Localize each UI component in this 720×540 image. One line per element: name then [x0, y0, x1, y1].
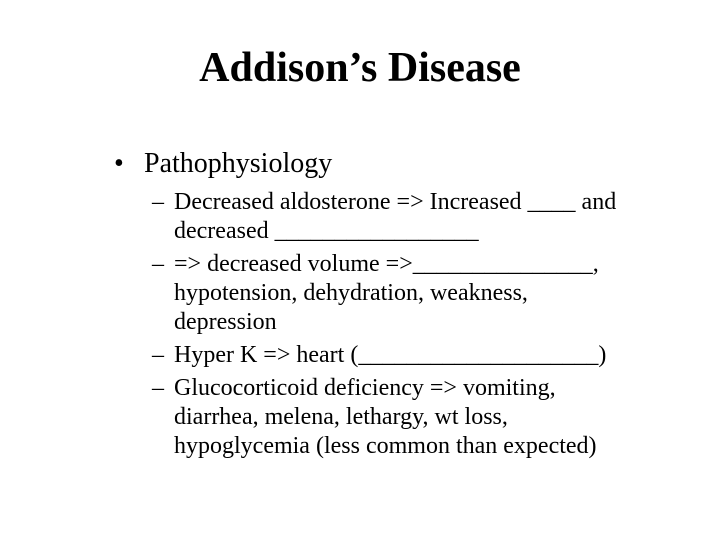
dash-marker: –	[152, 251, 164, 277]
sub-bullet-line: hypotension, dehydration, weakness,	[174, 280, 528, 306]
sub-bullet-line: => decreased volume =>_______________,	[174, 251, 599, 277]
sub-bullet-line: Hyper K => heart (____________________)	[174, 342, 607, 368]
dash-marker: –	[152, 375, 164, 401]
bullet-label: Pathophysiology	[144, 148, 333, 179]
bullet-marker: •	[114, 148, 124, 179]
sub-bullet-aldosterone	[152, 188, 712, 246]
sub-bullet-list	[152, 188, 712, 465]
dash-marker: –	[152, 342, 164, 368]
slide-title: Addison’s Disease	[199, 45, 521, 91]
sub-bullet-volume	[152, 250, 712, 337]
sub-bullet-line: hypoglycemia (less common than expected)	[174, 433, 597, 459]
sub-bullet-hyper-k	[152, 341, 712, 370]
sub-bullet-line: diarrhea, melena, lethargy, wt loss,	[174, 404, 508, 430]
dash-marker: –	[152, 189, 164, 215]
sub-bullet-line: decreased _________________	[174, 218, 479, 244]
sub-bullet-line: depression	[174, 309, 277, 335]
sub-bullet-glucocorticoid	[152, 374, 712, 461]
sub-bullet-line: Glucocorticoid deficiency => vomiting,	[174, 375, 556, 401]
sub-bullet-line: Decreased aldosterone => Increased ____ and	[174, 189, 617, 215]
bullet-pathophysiology	[114, 146, 332, 182]
